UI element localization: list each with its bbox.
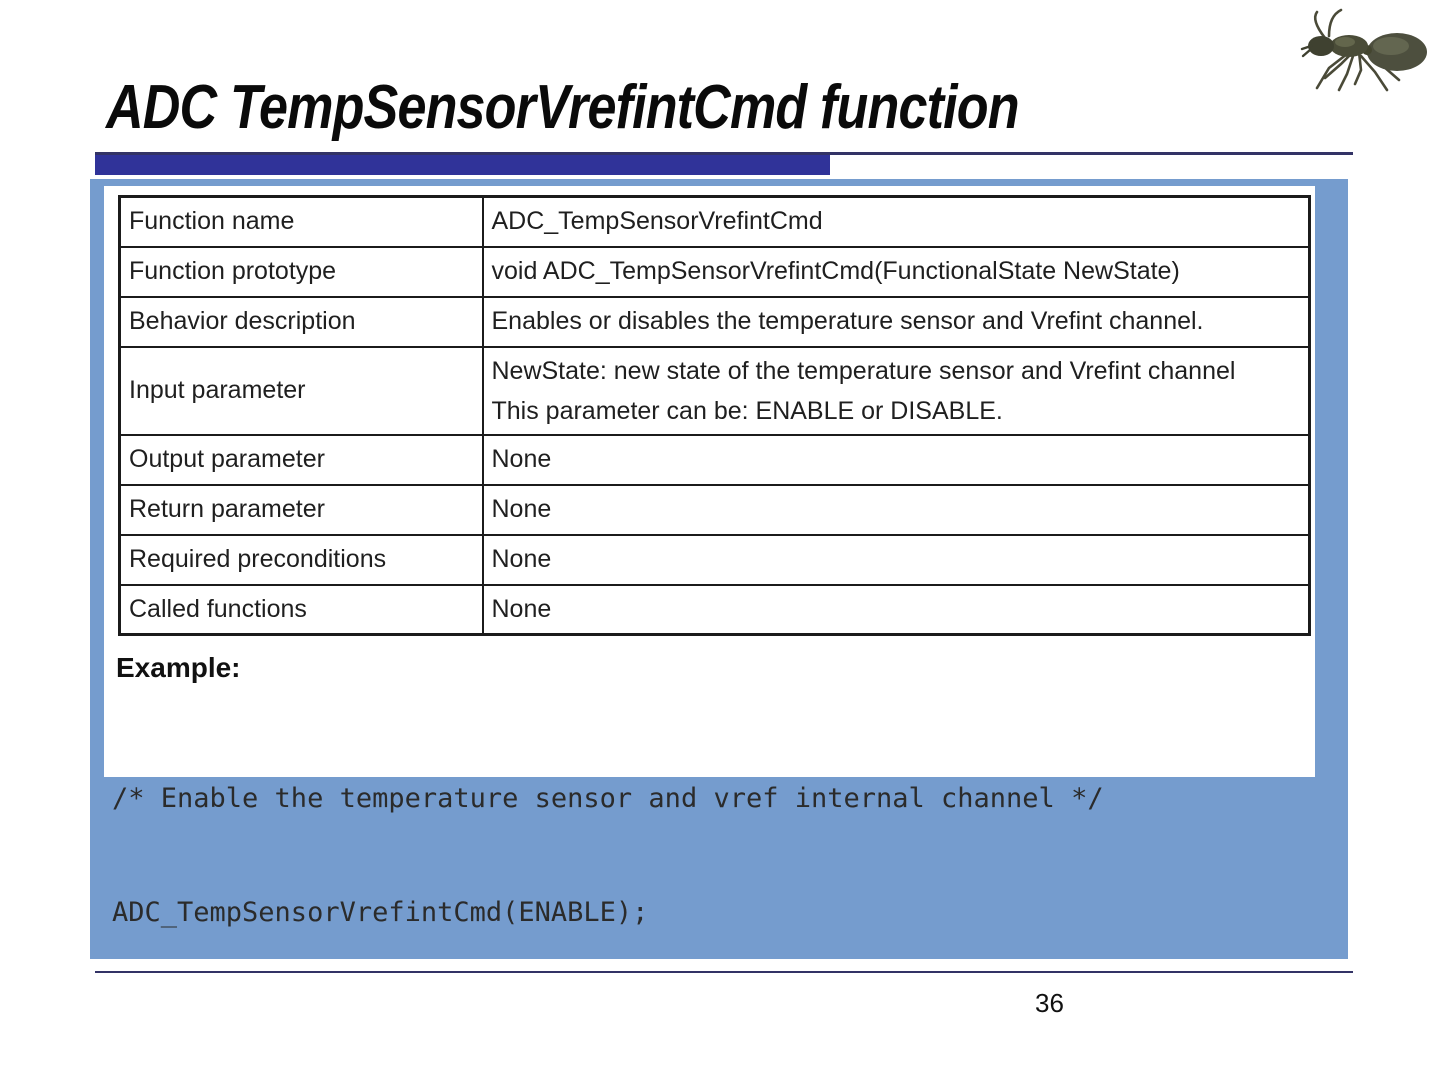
example-label: Example: bbox=[116, 652, 241, 683]
table-row bbox=[120, 247, 1310, 297]
row-value-line: NewState: new state of the temperature sensor and Vrefint channel bbox=[491, 356, 1236, 385]
row-value: None bbox=[483, 535, 1310, 585]
table-row bbox=[120, 435, 1310, 485]
row-label: Return parameter bbox=[120, 485, 483, 535]
code-line: ADC_TempSensorVrefintCmd(ENABLE); bbox=[112, 897, 649, 928]
row-label: Function prototype bbox=[120, 247, 483, 297]
ant-icon bbox=[1295, 6, 1435, 94]
row-value-line: This parameter can be: ENABLE or DISABLE. bbox=[491, 396, 1003, 425]
row-value bbox=[483, 347, 1310, 435]
row-label: Function name bbox=[120, 197, 483, 247]
page-number: 36 bbox=[1035, 988, 1064, 1018]
function-spec-table bbox=[118, 195, 1311, 636]
code-line: /* Enable the temperature sensor and vref internal channel */ bbox=[112, 783, 1104, 814]
table-row bbox=[120, 485, 1310, 535]
row-label: Called functions bbox=[120, 585, 483, 635]
row-value: void ADC_TempSensorVrefintCmd(FunctionalState NewState) bbox=[483, 247, 1310, 297]
table-row bbox=[120, 297, 1310, 347]
example-code bbox=[112, 704, 1104, 1008]
content-card bbox=[104, 186, 1315, 928]
table-row bbox=[120, 197, 1310, 247]
row-value: Enables or disables the temperature sensor and Vrefint channel. bbox=[483, 297, 1310, 347]
row-value: ADC_TempSensorVrefintCmd bbox=[483, 197, 1310, 247]
row-value: None bbox=[483, 435, 1310, 485]
table-row bbox=[120, 347, 1310, 435]
content-panel bbox=[90, 179, 1348, 959]
row-value: None bbox=[483, 585, 1310, 635]
page-title: ADC TempSensorVrefintCmd function bbox=[106, 73, 1019, 142]
table-row bbox=[120, 535, 1310, 585]
row-value: None bbox=[483, 485, 1310, 535]
row-label: Input parameter bbox=[120, 347, 483, 435]
row-label: Output parameter bbox=[120, 435, 483, 485]
title-accent-bar bbox=[95, 155, 830, 175]
row-label: Behavior description bbox=[120, 297, 483, 347]
row-label: Required preconditions bbox=[120, 535, 483, 585]
footer-divider bbox=[95, 971, 1353, 973]
table-row bbox=[120, 585, 1310, 635]
